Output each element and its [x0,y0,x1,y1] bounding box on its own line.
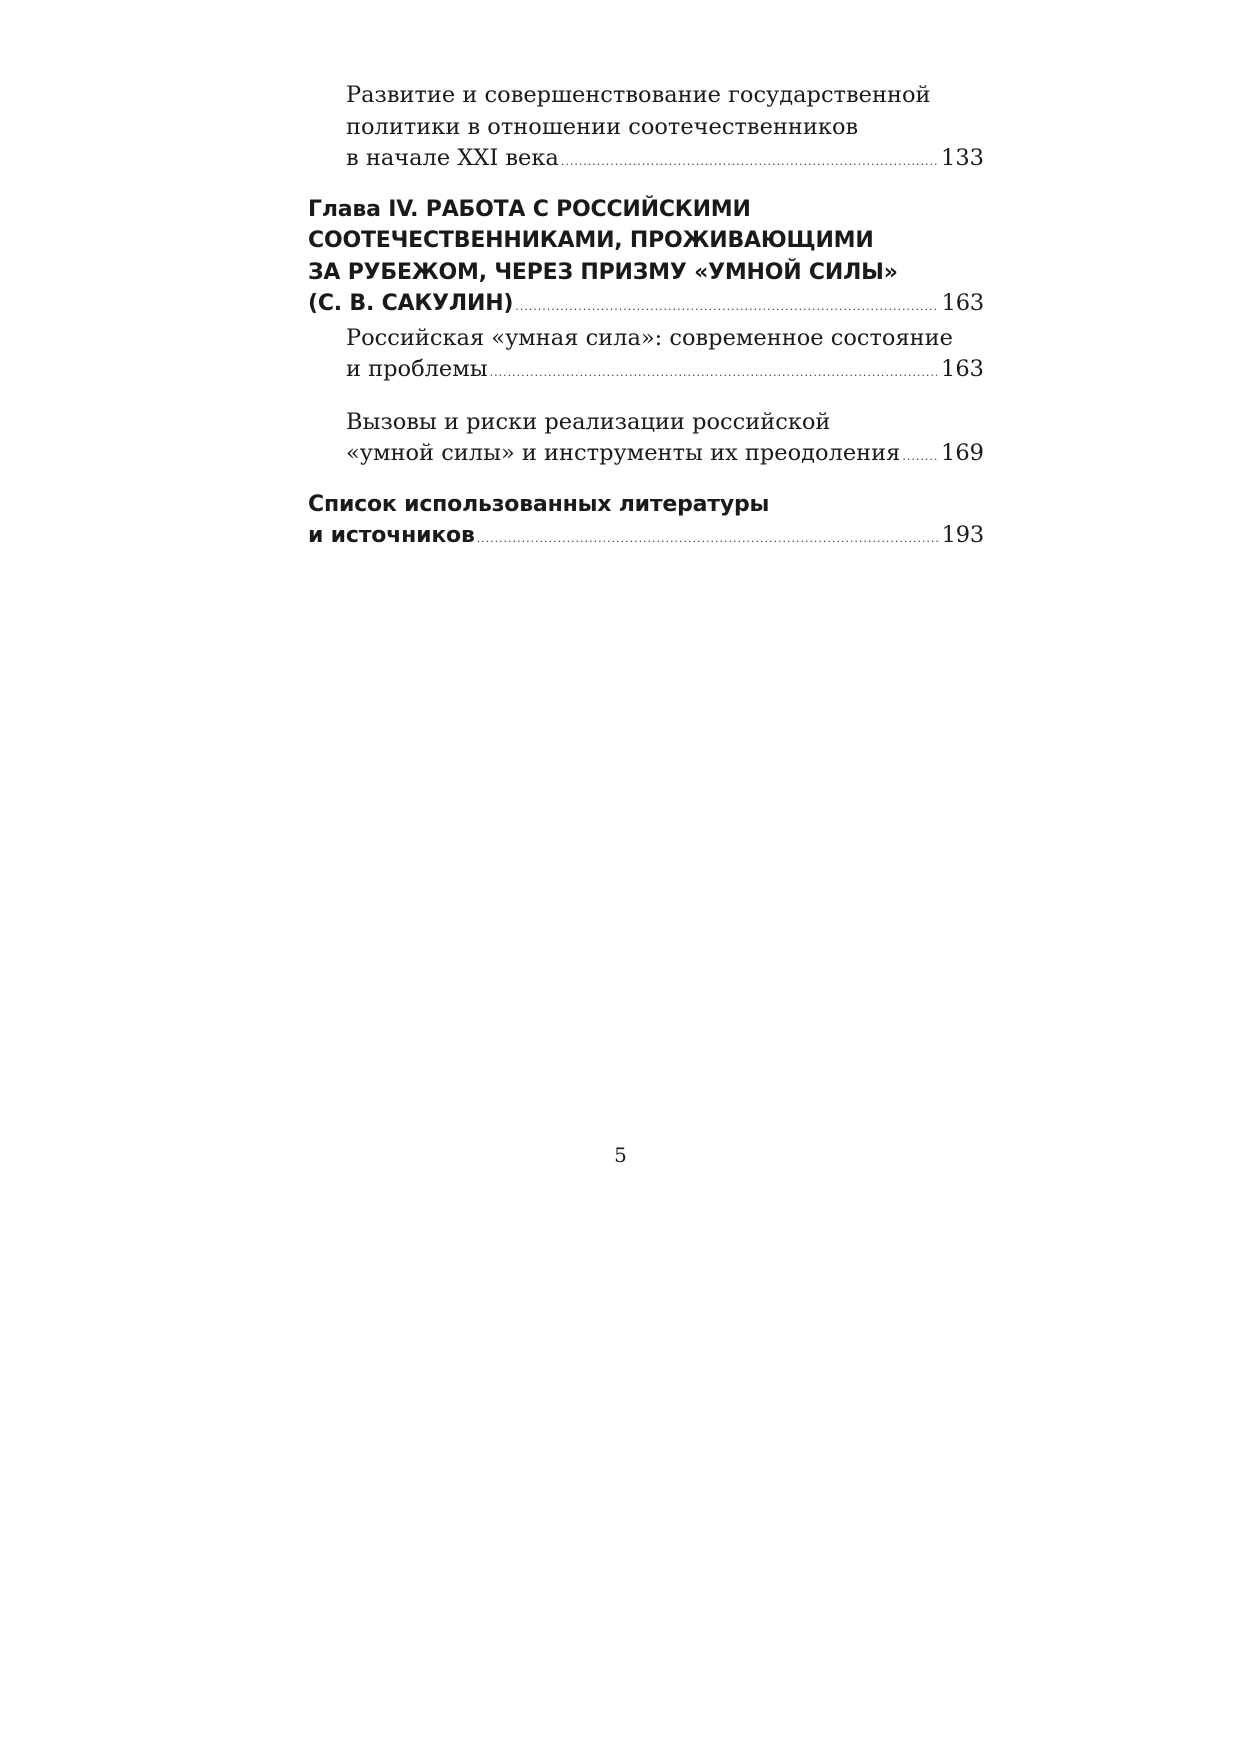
toc-entry-last-line [308,288,984,323]
toc-entry-last-line [346,438,984,473]
toc-entry-chapter-4 [308,194,984,323]
toc-page-number: 163 [941,290,984,316]
toc-page-number: 193 [941,522,984,548]
dot-leader [561,146,937,178]
toc-entry-title-line: СООТЕЧЕСТВЕННИКАМИ, ПРОЖИВАЮЩИМИ [308,228,874,253]
dot-leader [477,523,938,555]
toc-entry-last-line [308,520,984,555]
dot-leader [902,441,937,473]
toc-page-number: 169 [941,440,984,466]
toc-entry-title-line: Вызовы и риски реализации российской [346,408,831,435]
table-of-contents [308,80,984,555]
toc-entry-title-line: Российская «умная сила»: современное состояние [346,324,953,351]
dot-leader [490,357,937,389]
toc-entry-bibliography [308,489,984,555]
toc-entry-title-line: Развитие и совершенствование государственной [346,82,931,108]
toc-page-number: 163 [941,356,984,382]
toc-entry-title-line: и источников [308,523,475,548]
dot-leader [515,291,937,323]
toc-entry-last-line [346,354,984,389]
toc-page-number: 133 [941,145,984,171]
toc-entry-title-line: ЗА РУБЕЖОМ, ЧЕРЕЗ ПРИЗМУ «УМНОЙ СИЛЫ» [308,259,898,285]
toc-entry-title-line: в начале XXI века [346,145,559,171]
toc-entry-title-line: Глава IV. РАБОТА С РОССИЙСКИМИ [308,196,751,222]
toc-entry-title-line: (С. В. САКУЛИН) [308,291,514,316]
toc-entry-title-line: «умной силы» и инструменты их преодоления [346,440,901,466]
page-number-footer: 5 [614,1143,627,1167]
toc-entry-title-line: Список использованных литературы [308,491,770,517]
toc-entry-last-line [346,143,984,178]
toc-entry-state-policy [308,80,984,178]
toc-entry-title-line: политики в отношении соотечественников [346,113,859,140]
toc-entry-smart-power-state [308,323,984,389]
toc-entry-title-line: и проблемы [346,356,488,382]
toc-entry-smart-power-risks [308,407,984,473]
